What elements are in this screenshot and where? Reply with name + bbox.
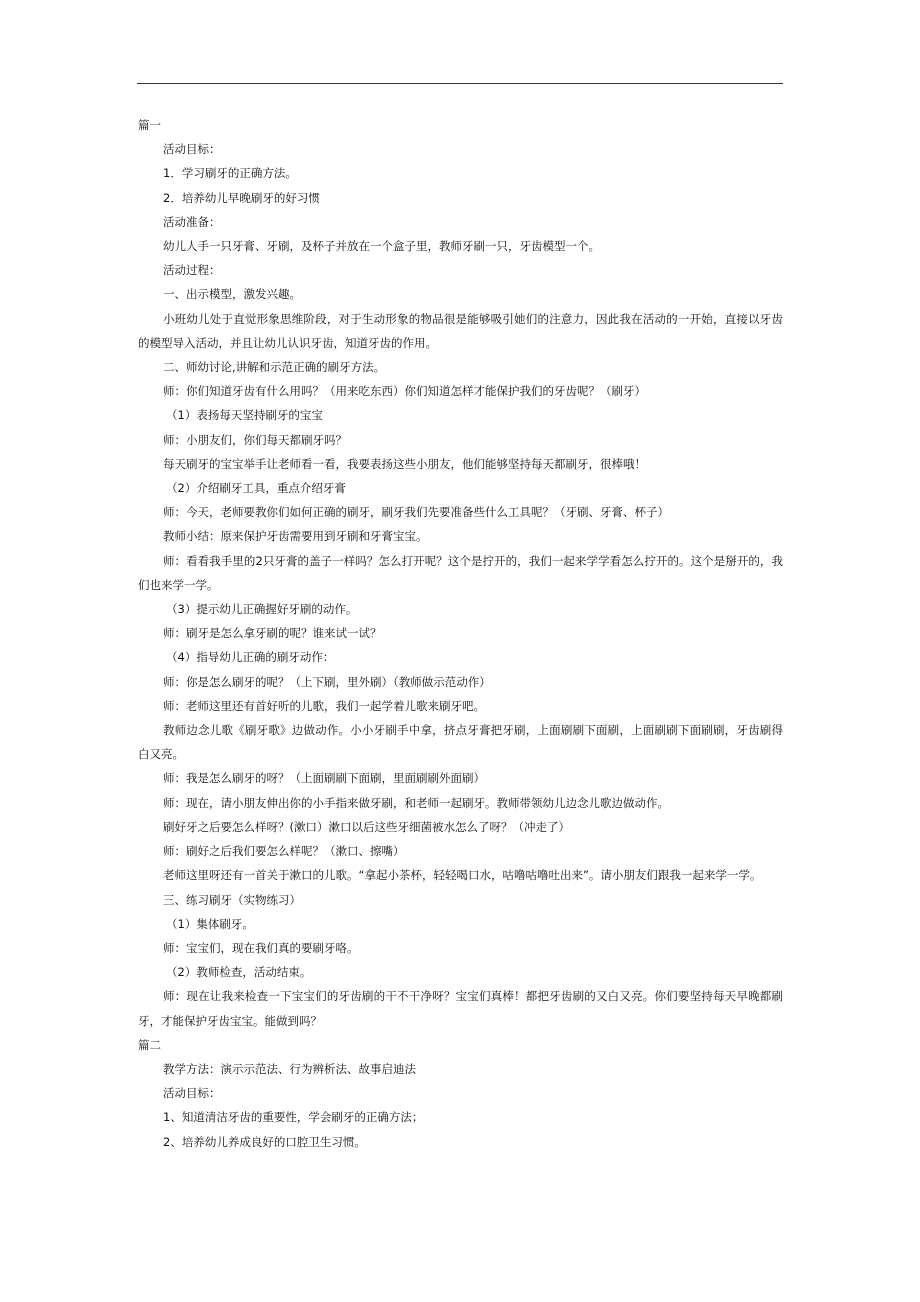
list-item: （3）提示幼儿正确握好牙刷的动作。 [166,602,358,617]
paragraph: 每天刷牙的宝宝举手让老师看一看，我要表扬这些小朋友，他们能够坚持每天都刷牙，很棒哦！ [163,456,646,471]
list-item: 1、知道清洁牙齿的重要性，学会刷牙的正确方法； [163,1110,424,1125]
list-item: （2）介绍刷牙工具，重点介绍牙膏 [166,481,346,496]
list-item: 2、培养幼儿养成良好的口腔卫生习惯。 [163,1134,366,1149]
section-title: 篇二 [138,1037,161,1052]
heading: 活动目标： [163,142,221,157]
paragraph: 老师这里呀还有一首关于漱口的儿歌。“拿起小茶杯，轻轻喝口水，咕噜咕噜吐出来”。请小朋友们跟我一起来学一学。 [163,868,762,883]
paragraph: 小班幼儿处于直觉形象思维阶段，对于生动形象的物品很是能够吸引她们的注意力，因此我在活动的一开始，直接以牙齿的模型导入活动，并且让幼儿认识牙齿，知道牙齿的作用。 [138,311,783,350]
document-body [138,113,783,1154]
paragraph: 师：现在，请小朋友伸出你的小手指来做牙刷，和老师一起刷牙。教师带领幼儿边念儿歌边做动作。 [163,795,669,810]
paragraph: 师：你是怎么刷牙的呢？（上下刷，里外刷）（教师做示范动作） [163,674,491,689]
list-item: （1）表扬每天坚持刷牙的宝宝 [166,408,323,423]
paragraph: 教师小结：原来保护牙齿需要用到牙刷和牙膏宝宝。 [163,529,428,544]
paragraph: 师：你们知道牙齿有什么用吗？（用来吃东西）你们知道怎样才能保护我们的牙齿呢？（刷牙） [163,384,646,399]
paragraph: 幼儿人手一只牙膏、牙刷，及杯子并放在一个盒子里，教师牙刷一只，牙齿模型一个。 [163,239,600,254]
paragraph: 师：刷好之后我们要怎么样呢？（漱口、擦嘴） [163,844,405,859]
list-item: （1）集体刷牙。 [166,916,254,931]
header-rule [137,83,783,84]
paragraph: 师：宝宝们，现在我们真的要刷牙咯。 [163,940,359,955]
list-item: 1．学习刷牙的正确方法。 [163,166,297,181]
list-item: （4）指导幼儿正确的刷牙动作： [166,650,335,665]
heading: 活动过程： [163,263,221,278]
paragraph: 师：今天，老师要教你们如何正确的刷牙，刷牙我们先要准备些什么工具呢？（牙刷、牙膏、杯子） [163,505,669,520]
list-item: （2）教师检查，活动结束。 [166,965,312,980]
heading: 活动目标： [163,1086,221,1101]
heading: 一、出示模型，激发兴趣。 [163,287,301,302]
paragraph: 师：老师这里还有首好听的儿歌，我们一起学着儿歌来刷牙吧。 [163,698,485,713]
heading: 活动准备： [163,214,221,229]
paragraph: 教学方法：演示示范法、行为辨析法、故事启迪法 [163,1061,416,1076]
paragraph: 师：现在让我来检查一下宝宝们的牙齿刷的干不干净呀？宝宝们真棒！都把牙齿刷的又白又亮。你们要坚持每天早晚都刷牙，才能保护牙齿宝宝。能做到吗？ [138,989,783,1028]
list-item: 2．培养幼儿早晚刷牙的好习惯 [163,190,320,205]
paragraph: 师：刷牙是怎么拿牙刷的呢？谁来试一试？ [163,626,382,641]
heading: 三、练习刷牙（实物练习） [163,892,301,907]
heading: 二、师幼讨论,讲解和示范正确的刷牙方法。 [163,360,386,375]
paragraph: 师：看看我手里的2只牙膏的盖子一样吗？怎么打开呢？这个是拧开的，我们一起来学学看怎么拧开的。这个是掰开的，我们也来学一学。 [138,553,783,592]
paragraph: 师：我是怎么刷牙的呀？（上面刷刷下面刷，里面刷刷外面刷） [163,771,485,786]
section-title: 篇一 [138,118,161,132]
paragraph: 教师边念儿歌《刷牙歌》边做动作。小小牙刷手中拿，挤点牙膏把牙刷，上面刷刷下面刷，上面刷刷下面刷刷，牙齿刷得白又亮。 [138,723,783,762]
paragraph: 刷好牙之后要怎么样呀？(漱口）漱口以后这些牙细菌被水怎么了呀？（冲走了） [163,819,570,834]
paragraph: 师：小朋友们，你们每天都刷牙吗？ [163,432,347,447]
